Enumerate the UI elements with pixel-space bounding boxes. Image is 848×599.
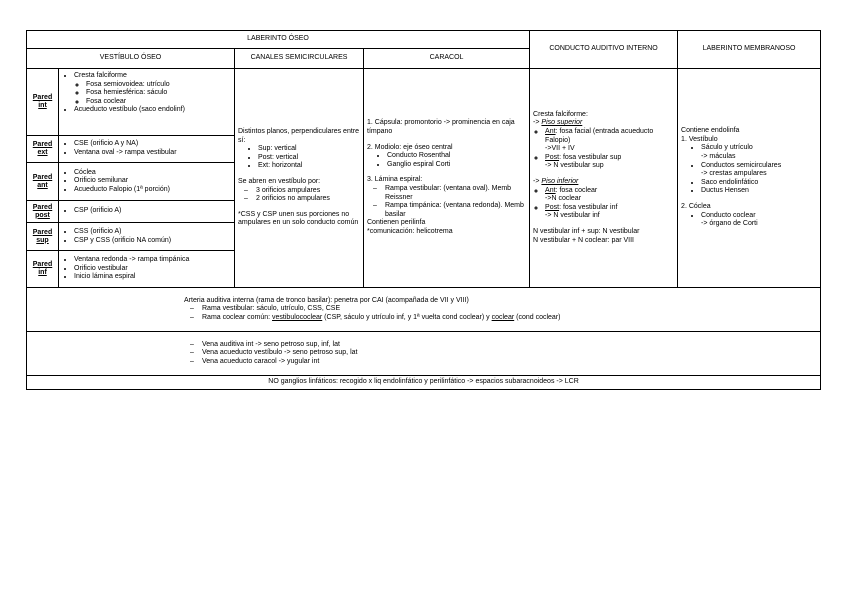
list-item: • Ventana oval -> rampa vestibular [74,149,231,158]
caracol-helicotrema: *comunicación: helicotrema [367,227,453,235]
list-item: • Post: vertical [258,154,360,163]
list-item: – 3 orificios ampulares [244,187,360,196]
pared-ext-content [59,136,235,163]
header-vestibulo: VESTÍBULO ÓSEO [27,49,235,69]
arteria-section [27,288,821,332]
membranoso-content [678,69,821,288]
list-item: ◦ Ant: fosa facial (entrada acueducto Falopio) ->VII + IV [545,128,674,154]
label-pared-ext: Pared ext [27,136,59,163]
list-item: • Ductus Hensen [701,187,817,196]
list-item: • Ventana redonda -> rampa timpánica [74,256,231,265]
label-pared-sup: Pared sup [27,223,59,251]
list-item: • Acueducto vestíbulo (saco endolinf) [74,106,231,115]
list-item: • Ext: horizontal [258,162,360,171]
list-item: – Vena acueducto caracol -> yugular int [190,358,820,367]
list-item: ◦ Ant: fosa coclear ->N coclear [545,187,674,204]
list-item: – Rama coclear común: vestibulococlear (CSP, sáculo y utrículo inf, y 1ª vuelta cond coclear) y coclear (cond coclear) [190,314,820,323]
list-item: ◦ Post: fosa vestibular inf -> N vestibular inf [545,204,674,221]
list-item: ◦ Post: fosa vestibular sup -> N vestibular sup [545,154,674,171]
list-item: • Conducto Rosenthal [387,152,526,161]
list-item: • Cresta falciforme ◦ Fosa semiovoidea: utrículo ◦ Fosa hemiesférica: sáculo ◦ Fosa coclear [74,72,231,106]
membranoso-endolinfa: Contiene endolinfa [681,127,740,135]
canales-intro: Distintos planos, perpendiculares entre sí: [238,128,360,144]
canales-apertura: Se abren en vestíbulo por: [238,178,321,185]
document-page [26,30,820,390]
linfaticos-note: NO ganglios linfáticos: recogido x liq endolinfático y perilinfático -> espacios subaracnoideos -> LCR [27,376,821,390]
conducto-par-viii: N vestibular + N coclear: par VIII [533,236,635,244]
list-item: • CSP y CSS (orificio NA común) [74,237,231,246]
list-item: • Conducto coclear -> órgano de Corti [701,212,817,229]
header-conducto-auditivo: CONDUCTO AUDITIVO INTERNO [530,31,678,69]
conducto-cresta: Cresta falciforme: [533,110,588,118]
membranoso-coclea: 2. Cóclea [681,202,711,210]
list-item: – Vena acueducto vestíbulo -> seno petroso sup, lat [190,349,820,358]
header-laberinto-oseo: LABERINTO ÓSEO [27,31,530,49]
conducto-piso-superior: -> Piso superior [533,119,583,127]
list-item: • Inicio lámina espiral [74,273,231,282]
header-laberinto-membranoso: LABERINTO MEMBRANOSO [678,31,821,69]
list-item: – Rama vestibular: sáculo, utrículo, CSS, CSE [190,305,820,314]
list-item: • Orificio semilunar [74,177,231,186]
pared-ant-content [59,163,235,201]
list-item: ◦ Fosa hemiesférica: sáculo [86,89,231,98]
conducto-piso-inferior: -> Piso inferior [533,178,579,185]
header-canales: CANALES SEMICIRCULARES [235,49,364,69]
caracol-capsula: 1. Cápsula: promontorio -> prominencia en caja tímpano [367,119,515,136]
list-item: – Rampa vestibular: (ventana oval). Memb Reissner [373,185,526,202]
label-pared-post: Pared post [27,201,59,223]
venas-section [27,332,821,376]
list-item: • Sáculo y utrículo -> máculas [701,144,817,161]
caracol-perilinfa: Contienen perilinfa [367,219,426,227]
caracol-modiolo: 2. Modiolo: eje óseo central [367,143,453,151]
caracol-content [364,69,530,288]
canales-content [235,69,364,288]
list-item: ◦ Fosa coclear [86,98,231,107]
pared-int-content [59,69,235,136]
list-item: • CSP (orificio A) [74,207,231,216]
label-pared-inf: Pared inf [27,251,59,288]
conducto-n-vestibular: N vestibular inf + sup: N vestibular [533,227,640,235]
list-item: • CSS (orificio A) [74,228,231,237]
list-item: – 2 orificios no ampulares [244,195,360,204]
list-item: • Cóclea [74,169,231,178]
canales-nota: *CSS y CSP unen sus porciones no ampulares en un solo conducto común [238,210,359,227]
membranoso-vestibulo: 1. Vestíbulo [681,135,718,143]
label-pared-ant: Pared ant [27,163,59,201]
laberinto-table [26,30,821,390]
list-item: ◦ Fosa semiovoidea: utrículo [86,81,231,90]
list-item: • Orificio vestibular [74,265,231,274]
list-item: • Acueducto Falopio (1ª porción) [74,186,231,195]
pared-sup-content [59,223,235,251]
label-pared-int: Pared int [27,69,59,136]
arteria-text: Arteria auditiva interna (rama de tronco basilar): penetra por CAI (acompañada de VII y VIII) [184,296,469,304]
pared-inf-content [59,251,235,288]
list-item: • Ganglio espiral Corti [387,161,526,170]
pared-post-content [59,201,235,223]
list-item: – Rampa timpánica: (ventana redonda). Memb basilar [373,202,526,219]
conducto-content [530,69,678,288]
list-item: • Saco endolinfático [701,179,817,188]
header-caracol: CARACOL [364,49,530,69]
list-item: – Vena auditiva int -> seno petroso sup, inf, lat [190,341,820,350]
list-item: • CSE (orificio A y NA) [74,140,231,149]
list-item: • Conductos semicirculares -> crestas ampulares [701,162,817,179]
caracol-lamina: 3. Lámina espiral: [367,176,423,184]
list-item: • Sup: vertical [258,145,360,154]
